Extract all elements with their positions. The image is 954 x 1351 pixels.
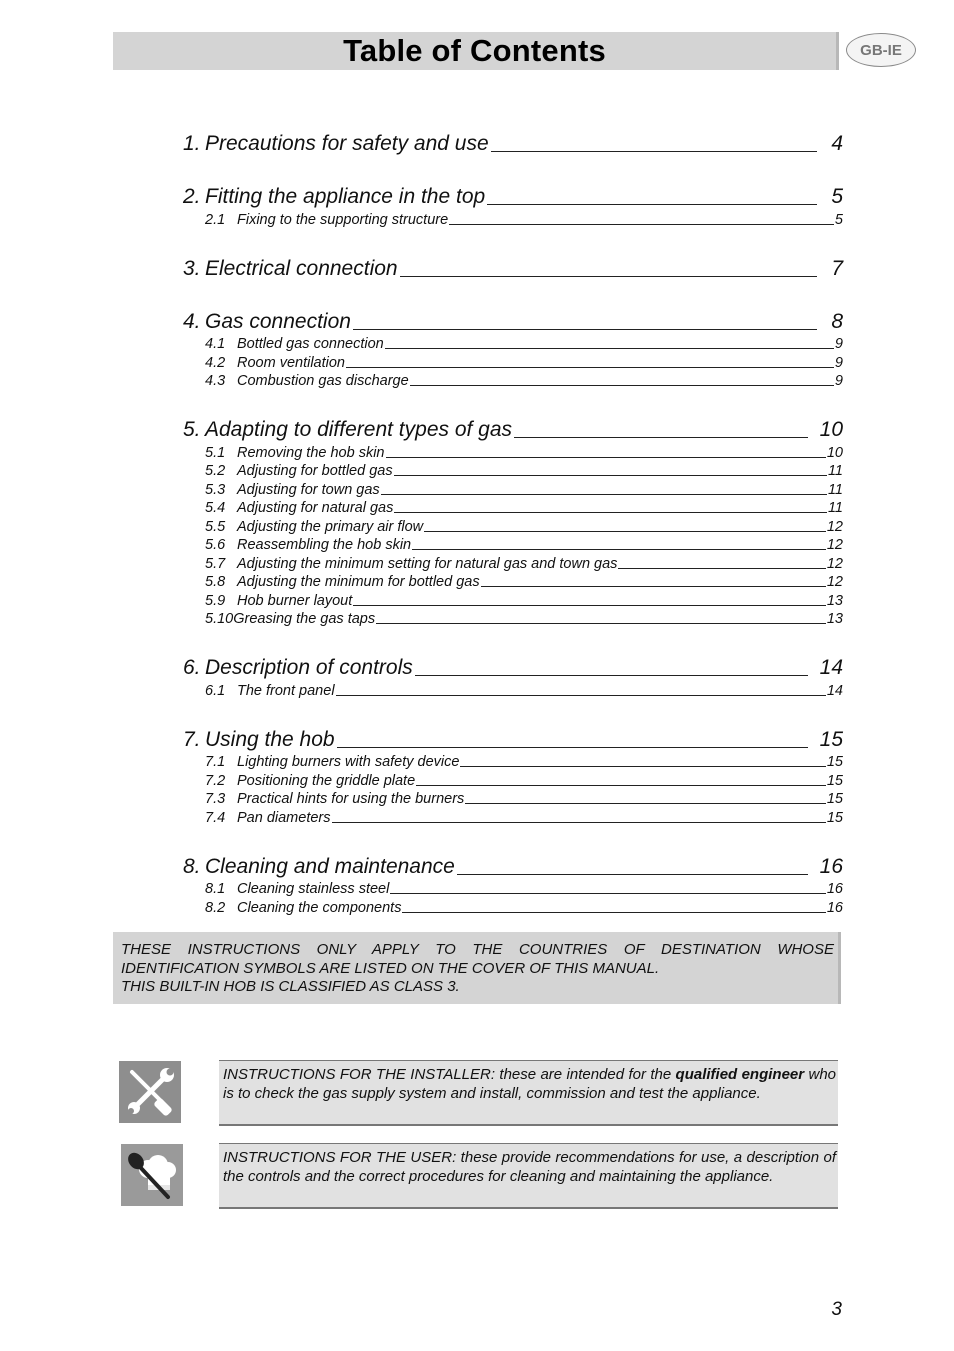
toc-subentry[interactable]	[183, 680, 843, 699]
page-number: 3	[831, 1299, 842, 1320]
toc-subentry-number: 4.2	[205, 354, 226, 371]
toc-leader	[400, 276, 817, 277]
toc-subentry[interactable]	[183, 461, 843, 480]
toc-subentry-number: 5.2	[205, 463, 226, 479]
toc-subentry[interactable]	[183, 553, 843, 572]
toc-subentry-title: Greasing the gas taps	[233, 611, 376, 627]
toc-subentry-page: 12	[826, 555, 843, 572]
toc-subentry-number: 7.4	[205, 809, 226, 826]
toc-subentry-number: 5.3	[205, 481, 226, 498]
toc-subentry-page: 16	[826, 881, 843, 897]
toc-subentry-title: Cleaning the components	[237, 899, 402, 916]
toc-section	[183, 302, 843, 390]
toc-leader	[457, 874, 808, 875]
toc-subentry[interactable]	[183, 609, 843, 628]
toc-leader	[385, 348, 834, 349]
toc-entry-title: Precautions for safety and use	[205, 132, 489, 155]
toc-leader	[390, 893, 826, 894]
toc-entry-title: Using the hob	[205, 727, 335, 751]
toc-entry-number: 8.	[183, 854, 201, 878]
toc-subentry-number: 5.9	[205, 592, 226, 609]
toc-subentry-number: 8.2	[205, 899, 226, 916]
toc-leader	[412, 549, 826, 550]
toc-entry-page: 15	[819, 727, 843, 751]
toc-entry-page: 14	[819, 656, 843, 679]
toc-section	[183, 177, 843, 228]
toc-subentry-page: 10	[826, 444, 843, 461]
toc-subentry[interactable]	[183, 879, 843, 898]
toc-subentry-page: 9	[834, 336, 843, 352]
toc-entry-number: 1.	[183, 132, 201, 155]
toc-entry-page: 4	[831, 132, 843, 155]
toc-entry[interactable]	[183, 302, 843, 334]
toc-subentry[interactable]	[183, 590, 843, 609]
toc-subentry-page: 15	[826, 772, 843, 789]
toc-entry-number: 7.	[183, 727, 201, 751]
toc-subentry-title: Adjusting the minimum setting for natural gas and town gas	[237, 555, 618, 572]
toc-entry-page: 16	[819, 854, 843, 878]
toc-leader	[332, 822, 826, 823]
toc-leader	[416, 785, 826, 786]
toc-leader	[394, 475, 827, 476]
toc-leader	[381, 494, 827, 495]
chef-hat-spoon-icon	[121, 1144, 183, 1206]
toc-subentry-page: 15	[826, 809, 843, 826]
toc-subentry-number: 7.2	[205, 772, 226, 789]
toc-subentry[interactable]	[183, 516, 843, 535]
toc-section	[183, 847, 843, 916]
toc-entry-page: 10	[819, 418, 843, 441]
toc-subentry-title: Combustion gas discharge	[237, 373, 409, 389]
toc-subentry-title: Reassembling the hob skin	[237, 537, 412, 553]
toc-subentry-page: 9	[834, 354, 843, 371]
toc-subentry-title: Practical hints for using the burners	[237, 791, 465, 807]
toc-subentry[interactable]	[183, 352, 843, 371]
toc-leader	[353, 329, 817, 330]
toc-subentry[interactable]	[183, 572, 843, 591]
toc-subentry-title: Removing the hob skin	[237, 444, 385, 461]
toc-subentry-page: 12	[826, 574, 843, 590]
toc-subentry-page: 5	[834, 211, 843, 228]
title-bar	[113, 32, 839, 70]
toc-leader	[481, 586, 826, 587]
toc-subentry-title: Positioning the griddle plate	[237, 772, 416, 789]
table-of-contents	[183, 124, 843, 937]
toc-subentry-page: 15	[826, 791, 843, 807]
toc-subentry-title: Cleaning stainless steel	[237, 881, 390, 897]
toc-subentry-title: Lighting burners with safety device	[237, 754, 460, 770]
toc-leader	[491, 151, 817, 152]
toc-subentry-title: Adjusting the primary air flow	[237, 518, 424, 535]
toc-entry-number: 3.	[183, 256, 201, 280]
toc-subentry[interactable]	[183, 442, 843, 461]
toc-subentry-number: 4.3	[205, 373, 226, 389]
toc-subentry-number: 5.7	[205, 555, 226, 572]
toc-subentry-page: 11	[827, 463, 843, 479]
toc-subentry-title: Pan diameters	[237, 809, 331, 826]
toc-subentry-page: 11	[827, 481, 843, 498]
toc-entry-page: 7	[831, 256, 843, 280]
toc-leader	[449, 224, 834, 225]
toc-section	[183, 249, 843, 281]
toc-subentry-page: 13	[826, 611, 843, 627]
user-instructions: INSTRUCTIONS FOR THE USER: these provide recommendations for use, a description of the controls and the correct procedures for cleaning and maintaining the appliance.	[219, 1143, 838, 1209]
wrench-screwdriver-icon	[119, 1061, 181, 1123]
toc-entry-title: Adapting to different types of gas	[205, 418, 513, 441]
toc-subentry-title: Hob burner layout	[237, 592, 353, 609]
toc-entry-number: 6.	[183, 656, 201, 679]
toc-leader	[346, 367, 834, 368]
toc-leader	[402, 912, 825, 913]
toc-leader	[618, 568, 825, 569]
toc-leader	[465, 803, 826, 804]
toc-subentry-page: 14	[826, 682, 843, 699]
page-title: Table of Contents	[343, 33, 606, 68]
toc-subentry-page: 13	[826, 592, 843, 609]
toc-subentry-page: 15	[826, 754, 843, 770]
toc-subentry-title: Adjusting for bottled gas	[237, 463, 393, 479]
toc-entry-number: 2.	[183, 185, 201, 208]
toc-subentry-page: 12	[826, 518, 843, 535]
toc-leader	[410, 385, 834, 386]
toc-section	[183, 410, 843, 627]
toc-leader	[514, 437, 808, 438]
toc-subentry-number: 5.6	[205, 537, 226, 553]
toc-entry[interactable]	[183, 177, 843, 209]
toc-subentry-page: 16	[826, 899, 843, 916]
toc-subentry[interactable]	[183, 209, 843, 228]
toc-subentry-number: 4.1	[205, 336, 226, 352]
toc-entry-page: 8	[831, 309, 843, 333]
toc-leader	[376, 623, 826, 624]
installer-text-bold: qualified engineer	[675, 1066, 805, 1083]
toc-entry[interactable]	[183, 249, 843, 281]
toc-entry-title: Fitting the appliance in the top	[205, 185, 486, 208]
toc-subentry[interactable]	[183, 498, 843, 517]
toc-subentry[interactable]	[183, 897, 843, 916]
toc-leader	[353, 605, 826, 606]
toc-subentry-page: 9	[834, 373, 843, 389]
toc-subentry-page: 11	[827, 500, 843, 516]
toc-subentry[interactable]	[183, 807, 843, 826]
toc-subentry-number: 5.1	[205, 444, 226, 461]
toc-leader	[415, 675, 808, 676]
toc-entry-title: Cleaning and maintenance	[205, 854, 455, 878]
installer-text-end: who is to check the gas supply system and install, commission and test the appliance.	[223, 1066, 836, 1102]
toc-entry-title: Gas connection	[205, 309, 351, 333]
toc-entry[interactable]	[183, 410, 843, 442]
toc-subentry-title: Adjusting for town gas	[237, 481, 380, 498]
toc-subentry-title: Room ventilation	[237, 354, 345, 371]
toc-entry-title: Electrical connection	[205, 256, 398, 280]
toc-entry-page: 5	[831, 185, 843, 208]
toc-subentry-title: The front panel	[237, 682, 335, 699]
toc-subentry-page: 12	[826, 537, 843, 553]
toc-leader	[487, 204, 817, 205]
toc-entry[interactable]	[183, 124, 843, 156]
toc-section	[183, 648, 843, 699]
toc-subentry-number: 8.1	[205, 881, 226, 897]
toc-section	[183, 124, 843, 156]
language-badge: GB-IE	[846, 33, 916, 67]
toc-subentry-number: 5.8	[205, 574, 226, 590]
toc-subentry-number: 7.1	[205, 754, 226, 770]
toc-entry[interactable]	[183, 648, 843, 680]
toc-subentry-title: Fixing to the supporting structure	[237, 211, 449, 228]
installer-text-start: INSTRUCTIONS FOR THE INSTALLER: these are intended for the	[223, 1066, 676, 1083]
toc-subentry[interactable]	[183, 770, 843, 789]
toc-subentry[interactable]	[183, 535, 843, 554]
toc-leader	[460, 766, 825, 767]
toc-subentry[interactable]	[183, 752, 843, 771]
installer-instructions	[219, 1060, 838, 1126]
notice-line-class: THIS BUILT-IN HOB IS CLASSIFIED AS CLASS 3.	[121, 978, 460, 995]
toc-entry-number: 4.	[183, 309, 201, 333]
toc-subentry[interactable]	[183, 334, 843, 353]
toc-subentry-number: 6.1	[205, 682, 226, 699]
toc-leader	[336, 695, 826, 696]
toc-leader	[337, 747, 808, 748]
toc-subentry-title: Adjusting the minimum for bottled gas	[237, 574, 480, 590]
toc-subentry-number: 5.10	[205, 611, 234, 627]
toc-leader	[424, 531, 826, 532]
toc-subentry[interactable]	[183, 479, 843, 498]
notice-line-destination: THESE INSTRUCTIONS ONLY APPLY TO THE COUNTRIES OF DESTINATION WHOSE IDENTIFICATION SYMBOLS ARE LISTED ON THE COVER OF THIS MANUAL.	[121, 941, 834, 977]
toc-leader	[394, 512, 827, 513]
toc-leader	[386, 457, 826, 458]
toc-subentry-number: 5.5	[205, 518, 226, 535]
toc-entry-title: Description of controls	[205, 656, 413, 679]
toc-entry[interactable]	[183, 720, 843, 752]
toc-subentry-number: 2.1	[205, 211, 226, 228]
destination-notice	[113, 932, 841, 1004]
toc-subentry-title: Adjusting for natural gas	[237, 500, 394, 516]
toc-subentry-title: Bottled gas connection	[237, 336, 384, 352]
toc-section	[183, 720, 843, 826]
toc-entry[interactable]	[183, 847, 843, 879]
toc-subentry-number: 5.4	[205, 500, 226, 516]
toc-subentry[interactable]	[183, 789, 843, 808]
toc-subentry-number: 7.3	[205, 791, 226, 807]
toc-subentry[interactable]	[183, 371, 843, 390]
toc-entry-number: 5.	[183, 418, 201, 441]
